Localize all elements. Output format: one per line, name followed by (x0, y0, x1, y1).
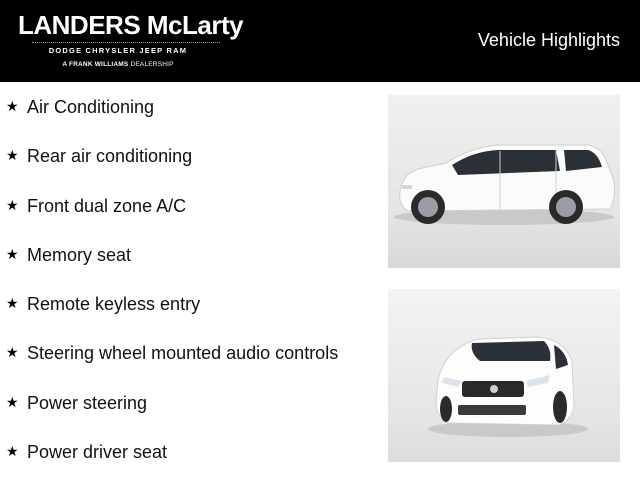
page-title: Vehicle Highlights (477, 30, 620, 50)
star-icon: ★ (6, 295, 19, 312)
header (0, 0, 640, 82)
feature-item (6, 96, 338, 145)
feature-item (6, 293, 338, 342)
minivan-front-image (388, 289, 620, 462)
minivan-side-image (388, 95, 620, 268)
feature-item (6, 441, 338, 490)
feature-label: Rear air conditioning (27, 146, 193, 167)
feature-label: Memory seat (27, 244, 132, 265)
feature-label: Air Conditioning (27, 97, 155, 117)
feature-label: Power driver seat (27, 442, 168, 463)
logo-tagline (18, 61, 218, 68)
feature-item (6, 145, 338, 194)
feature-list (6, 96, 338, 490)
feature-item (6, 342, 338, 391)
dealer-logo[interactable] (18, 10, 244, 68)
feature-item (6, 392, 338, 441)
vehicle-photo-front[interactable] (388, 289, 620, 462)
logo-tagline-brand: A FRANK WILLIAMS (62, 61, 129, 68)
star-icon: ★ (6, 245, 19, 262)
feature-label: Steering wheel mounted audio controls (27, 343, 339, 364)
star-icon: ★ (6, 443, 19, 460)
feature-label: Front dual zone A/C (27, 195, 187, 216)
feature-item (6, 195, 338, 244)
feature-item (6, 244, 338, 293)
star-icon: ★ (6, 196, 19, 213)
star-icon: ★ (6, 344, 19, 361)
star-icon: ★ (6, 393, 19, 410)
feature-label: Remote keyless entry (27, 294, 201, 315)
logo-divider (32, 42, 220, 43)
logo-main-text: LANDERS McLarty (18, 10, 244, 40)
logo-brands-text: DODGE CHRYSLER JEEP RAM (48, 46, 188, 55)
star-icon: ★ (6, 147, 19, 164)
logo-tagline-suffix: DEALERSHIP (130, 61, 174, 68)
vehicle-photo-side[interactable] (388, 95, 620, 268)
star-icon: ★ (6, 98, 19, 114)
feature-label: Power steering (27, 392, 148, 413)
